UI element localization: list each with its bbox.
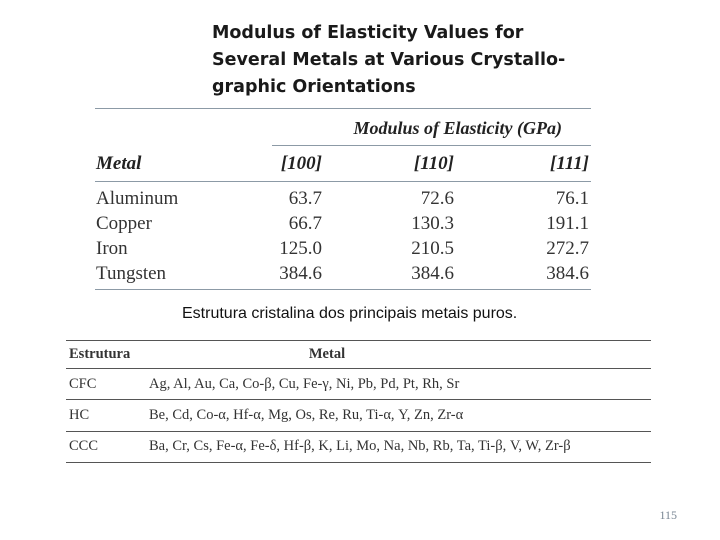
structure-cell: CFC xyxy=(66,369,141,400)
group-header-rule xyxy=(272,145,591,146)
page-number: 115 xyxy=(659,508,677,522)
column-header-metal: Metal xyxy=(96,153,142,174)
table-header-row xyxy=(66,341,651,369)
table-row xyxy=(0,263,720,287)
table-row xyxy=(66,431,651,462)
structure-cell: CCC xyxy=(66,431,141,462)
table-bottom-rule xyxy=(95,289,591,290)
table-row xyxy=(66,369,651,400)
table-row xyxy=(0,188,720,212)
value-cell: 384.6 xyxy=(546,263,589,284)
title-line: Several Metals at Various Crystallo- xyxy=(212,50,566,70)
value-cell: 384.6 xyxy=(411,263,454,284)
value-cell: 76.1 xyxy=(555,188,589,209)
column-header-110: [110] xyxy=(413,153,454,174)
metal-name: Tungsten xyxy=(96,263,167,284)
table-row xyxy=(66,400,651,431)
value-cell: 272.7 xyxy=(546,238,589,259)
value-cell: 125.0 xyxy=(279,238,322,259)
title-line: graphic Orientations xyxy=(212,77,416,97)
column-header-structure: Estrutura xyxy=(66,341,141,369)
metal-name: Iron xyxy=(96,238,128,259)
value-cell: 72.6 xyxy=(420,188,454,209)
structure-table-caption: Estrutura cristalina dos principais metais puros. xyxy=(182,305,518,322)
value-cell: 191.1 xyxy=(546,213,589,234)
table-row xyxy=(0,238,720,262)
table-row xyxy=(0,213,720,237)
metals-cell: Ag, Al, Au, Ca, Co-β, Cu, Fe-γ, Ni, Pb, Pd, Pt, Rh, Sr xyxy=(141,369,651,400)
metal-name: Aluminum xyxy=(96,188,179,209)
metals-cell: Be, Cd, Co-α, Hf-α, Mg, Os, Re, Ru, Ti-α, Y, Zn, Zr-α xyxy=(141,400,651,431)
column-header-100: [100] xyxy=(280,153,322,174)
header-rule xyxy=(95,181,591,182)
value-cell: 210.5 xyxy=(411,238,454,259)
value-cell: 63.7 xyxy=(288,188,322,209)
structure-cell: HC xyxy=(66,400,141,431)
slide-title xyxy=(212,20,612,101)
group-header: Modulus of Elasticity (GPa) xyxy=(353,118,562,138)
value-cell: 66.7 xyxy=(288,213,322,234)
table-top-rule xyxy=(95,108,591,109)
value-cell: 384.6 xyxy=(279,263,322,284)
column-header-111: [111] xyxy=(549,153,589,174)
structure-table xyxy=(66,340,651,463)
column-header-metal: Metal xyxy=(141,341,651,369)
metals-cell: Ba, Cr, Cs, Fe-α, Fe-δ, Hf-β, K, Li, Mo, Na, Nb, Rb, Ta, Ti-β, V, W, Zr-β xyxy=(141,431,651,462)
title-line: Modulus of Elasticity Values for xyxy=(212,23,524,43)
metal-name: Copper xyxy=(96,213,152,234)
value-cell: 130.3 xyxy=(411,213,454,234)
